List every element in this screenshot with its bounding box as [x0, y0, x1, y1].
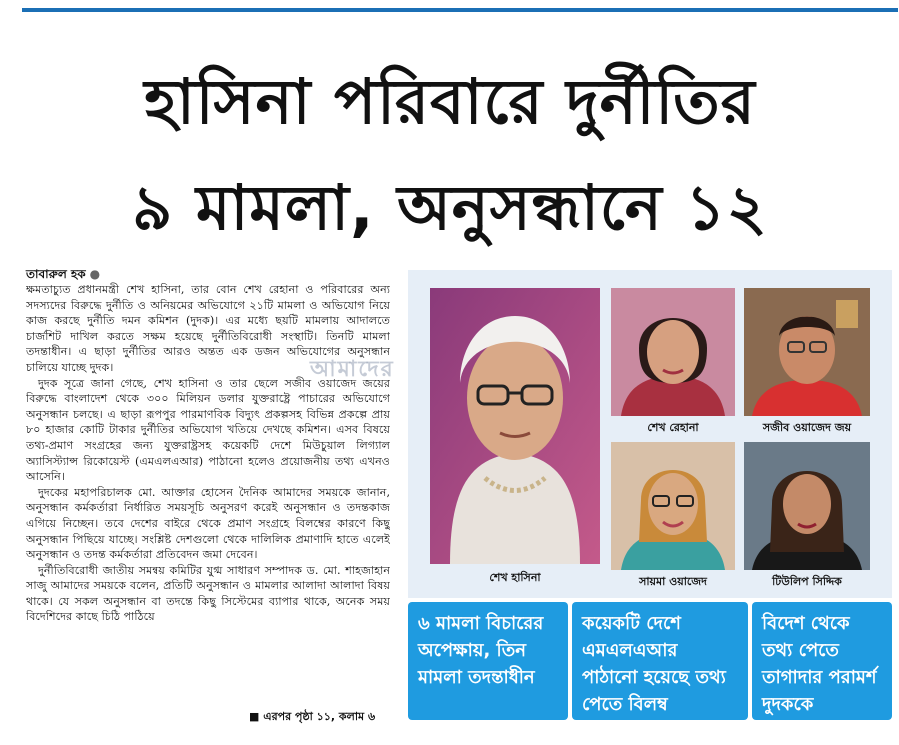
photo-saima — [611, 442, 735, 570]
article-paragraph: ক্ষমতাচ্যুত প্রধানমন্ত্রী শেখ হাসিনা, তার বোন শেখ রেহানা ও পরিবারের অন্য সদস্যদের বিরুদ্ধে দুর্নীতি ও অনিয়মের অভিযোগে ২১টি মামলা ও অভিযোগ নিয়ে কাজ করছে দুর্নীতি দমন কমিশন (দুদক)। এর মধ্যে ছয়টি মামলায় আদালতে চার্জশিট দাখিল করতে সক্ষম হয়েছে দুর্নীতিবিরোধী সংস্থাটি। তিনটি মামলা তদন্তাধীন। এ ছাড়া দুর্নীতির আরও অন্তত এক ডজন অভিযোগের অনুসন্ধান চালিয়ে যাচ্ছে দুদক। — [26, 283, 390, 374]
highlight-box-advice: বিদেশ থেকে তথ্য পেতে তাগাদার পরামর্শ দুদককে — [752, 602, 892, 720]
headline-line-1: হাসিনা পরিবারে দুর্নীতির — [144, 65, 756, 138]
highlight-box-mlar: কয়েকটি দেশে এমএলএআর পাঠানো হয়েছে তথ্য পেতে বিলম্ব — [572, 602, 748, 720]
photo-tulip — [744, 442, 870, 570]
caption-tulip: টিউলিপ সিদ্দিক — [744, 572, 870, 592]
photo-hasina — [430, 288, 600, 564]
caption-joy: সজীব ওয়াজেদ জয় — [744, 418, 870, 438]
continuation-text: এরপর পৃষ্ঠা ১১, কলাম ৬ — [263, 710, 376, 723]
article-paragraph: দুদকের মহাপরিচালক মো. আক্তার হোসেন দৈনিক আমাদের সময়কে জানান, অনুসন্ধান কর্মকর্তারা নির্ধারিত সময়সূচি অনুসরণ করেই অনুসন্ধান ও তদন্তকাজ এগিয়ে নিচ্ছেন। তবে দেশের বাইরে থেকে প্রমাণ সংগ্রহে বিলম্বের কারণে কিছু অনুসন্ধান পিছিয়ে যাচ্ছে। সংশ্লিষ্ট দেশগুলো থেকে দালিলিক প্রমাণাদি হাতে এলেই অনুসন্ধান ও তদন্ত কর্মকর্তারা প্রতিবেদন জমা দেবেন। — [26, 485, 390, 562]
watermark: আমাদের — [310, 357, 395, 382]
byline-author: তাবারুল হক — [26, 267, 86, 281]
article-paragraph: দুর্নীতিবিরোধী জাতীয় সমন্বয় কমিটির যুগ্ম সাধারণ সম্পাদক ড. মো. শাহজাহান সাজু আমাদের সময়কে বলেন, প্রতিটি অনুসন্ধান ও মামলার আলাদা আলাদা বিষয় থাকে। যে সকল অনুসন্ধান বা তদন্তে কিছু সিস্টেমের ব্যাপার থাকে, অনেক সময় বিদেশিদের কাছে চিঠি পাঠিয়ে — [26, 563, 390, 624]
byline-dot-icon: ● — [89, 267, 101, 281]
caption-hasina: শেখ হাসিনা — [430, 568, 600, 588]
top-rule — [22, 8, 898, 12]
photo-panel — [408, 270, 892, 598]
photo-joy — [744, 288, 870, 416]
highlight-box-cases: ৬ মামলা বিচারের অপেক্ষায়, তিন মামলা তদন্তাধীন — [408, 602, 568, 720]
caption-rehana: শেখ রেহানা — [611, 418, 735, 438]
photo-rehana — [611, 288, 735, 416]
article-body — [26, 282, 390, 726]
continuation-note: ■ এরপর পৃষ্ঠা ১১, কলাম ৬ — [245, 708, 375, 727]
caption-saima: সায়মা ওয়াজেদ — [611, 572, 735, 592]
article-paragraph: দুদক সূত্রে জানা গেছে, শেখ হাসিনা ও তার ছেলে সজীব ওয়াজেদ জয়ের বিরুদ্ধে বাংলাদেশ থেকে ৩০০ মিলিয়ন ডলার যুক্তরাষ্ট্রে পাচারের অভিযোগে অনুসন্ধান চলছে। এ ছাড়া রূপপুর পারমাণবিক বিদ্যুৎ প্রকল্পসহ বিভিন্ন প্রকল্পে প্রায় ৮০ হাজার কোটি টাকার দুর্নীতির অভিযোগ খতিয়ে দেখছে কমিশন। এসব বিষয়ে তথ্য-প্রমাণ সংগ্রহের জন্য যুক্তরাষ্ট্রসহ কয়েকটি দেশে মিউচুয়াল লিগ্যাল অ্যাসিস্ট্যান্স রিকোয়েস্ট (এমএলএআর) পাঠানো হলেও প্রয়োজনীয় তথ্য এখনও আসেনি। — [26, 376, 390, 484]
headline-line-2: ৯ মামলা, অনুসন্ধানে ১২ — [132, 171, 768, 244]
